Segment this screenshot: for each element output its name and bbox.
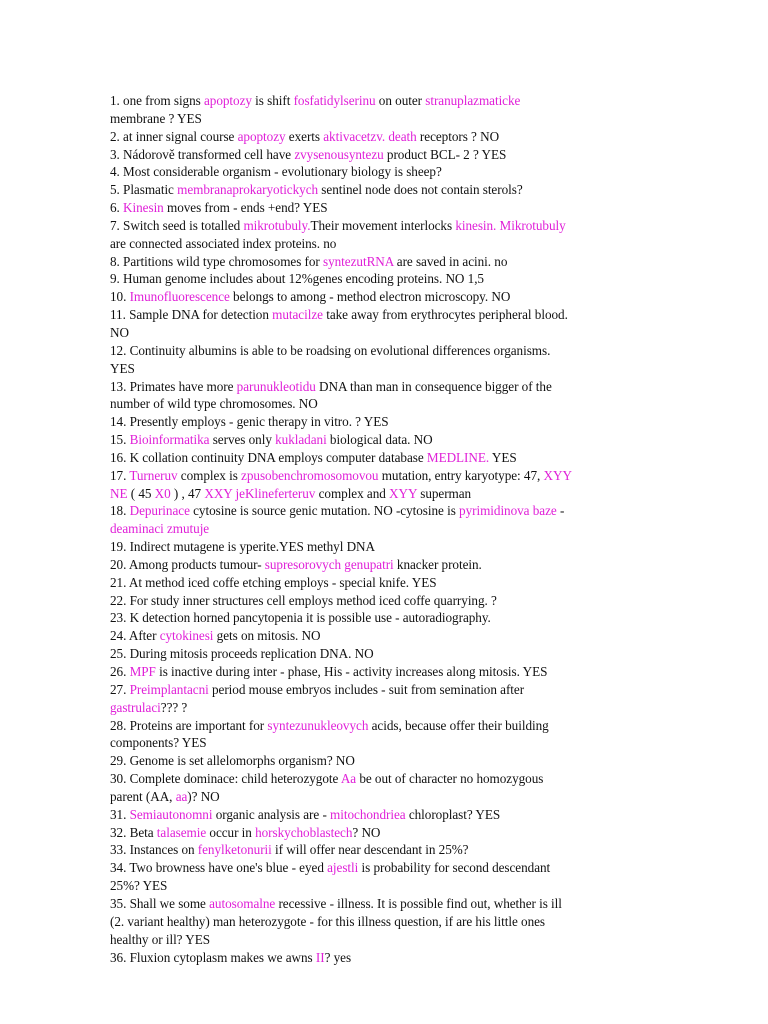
text-line <box>110 824 670 842</box>
text-line <box>110 413 670 431</box>
text-run: 24. After <box>110 628 160 644</box>
text-run: )? NO <box>187 788 220 804</box>
list-item <box>110 556 670 574</box>
text-line <box>110 663 670 681</box>
text-line <box>110 752 670 770</box>
text-run: ??? ? <box>160 699 188 715</box>
text-run: 36. Fluxion cytoplasm makes we awns <box>110 949 316 965</box>
list-item <box>110 592 670 610</box>
text-run: NO <box>110 324 129 340</box>
highlighted-term: syntezunukleovych <box>267 717 369 733</box>
text-run: knacker protein. <box>393 556 482 572</box>
text-run: 13. Primates have more <box>110 378 237 394</box>
highlighted-term: parunukleotidu <box>236 378 316 394</box>
text-line <box>110 609 670 627</box>
highlighted-term: ajestli <box>327 860 359 876</box>
text-run: membrane ? YES <box>110 110 202 126</box>
text-line <box>110 913 670 931</box>
list-item <box>110 378 670 414</box>
text-run: 26. <box>110 664 130 679</box>
list-item <box>110 806 670 824</box>
text-line <box>110 288 670 306</box>
text-run: 7. Switch seed is totalled <box>110 217 244 233</box>
text-run: 32. Beta <box>110 824 157 840</box>
list-item <box>110 146 670 164</box>
text-line <box>110 110 670 128</box>
text-run: cytosine is source genic mutation. NO -cytosine is <box>189 503 460 519</box>
text-line <box>110 467 670 485</box>
text-run: exerts <box>285 128 324 144</box>
text-run: parent (AA, <box>110 788 176 804</box>
highlighted-term: autosomalne <box>209 895 276 911</box>
text-line <box>110 859 670 877</box>
text-run: 33. Instances on <box>110 842 198 858</box>
list-item <box>110 717 670 753</box>
highlighted-term: pyrimidinova baze <box>459 503 557 519</box>
text-run: YES <box>489 449 517 465</box>
text-run: moves from - ends +end? YES <box>163 200 328 216</box>
text-line <box>110 431 670 449</box>
highlighted-term: XYY <box>389 485 417 501</box>
text-run: biological data. NO <box>326 432 433 448</box>
text-line <box>110 788 670 806</box>
highlighted-term: Depurinace <box>129 503 190 519</box>
list-item <box>110 431 670 449</box>
highlighted-term: kinesin. Mikrotubuly <box>455 217 566 233</box>
list-item <box>110 949 670 967</box>
text-run: be out of character no homozygous <box>356 771 544 787</box>
text-run: 10. <box>110 289 130 305</box>
text-line <box>110 217 670 235</box>
list-item <box>110 752 670 770</box>
text-run: if will offer near descendant in 25%? <box>271 842 469 858</box>
text-line <box>110 324 670 342</box>
text-run: 31. <box>110 806 130 822</box>
text-run: period mouse embryos includes - suit from semination after <box>208 681 525 697</box>
highlighted-term: fosfatidylserinu <box>293 93 376 108</box>
list-item <box>110 681 670 717</box>
text-run: occur in <box>206 824 256 840</box>
text-run: 15. <box>110 432 130 448</box>
text-run: 3. Nádorově transformed cell have <box>110 146 295 162</box>
highlighted-term: zpusobenchromosomovou <box>241 467 379 483</box>
highlighted-term: gastrulaci <box>110 699 161 715</box>
list-item <box>110 270 670 288</box>
text-line <box>110 949 670 967</box>
highlighted-term: kukladani <box>275 432 327 448</box>
highlighted-term: aktivacetzv. death <box>323 128 417 144</box>
text-run: complex and <box>315 485 390 501</box>
text-run: 23. K detection horned pancytopenia it is possible use - autoradiography. <box>110 610 491 626</box>
highlighted-term: apoptozy <box>203 93 252 108</box>
text-run: complex is <box>177 467 242 483</box>
text-run: (2. variant healthy) man heterozygote - for this illness question, if are his little ones <box>110 913 546 929</box>
text-line <box>110 485 670 503</box>
text-run: belongs to among - method electron microscopy. NO <box>229 289 511 305</box>
text-run: 16. K collation continuity DNA employs computer database <box>110 449 427 465</box>
text-line <box>110 253 670 271</box>
text-run: 2. at inner signal course <box>110 128 238 144</box>
text-run: 8. Partitions wild type chromosomes for <box>110 253 324 269</box>
text-line <box>110 681 670 699</box>
list-item <box>110 253 670 271</box>
highlighted-term: Imunofluorescence <box>129 289 230 305</box>
text-line <box>110 146 670 164</box>
highlighted-term: MPF <box>129 664 156 679</box>
list-item <box>110 859 670 895</box>
highlighted-term: Semiautonomni <box>129 806 213 822</box>
text-line <box>110 699 670 717</box>
text-line <box>110 645 670 663</box>
highlighted-term: MEDLINE. <box>426 449 490 465</box>
list-item <box>110 92 670 128</box>
text-run: 28. Proteins are important for <box>110 717 268 733</box>
text-run: 11. Sample DNA for detection <box>110 307 273 323</box>
text-line <box>110 181 670 199</box>
text-line <box>110 841 670 859</box>
highlighted-term: Bioinformatika <box>129 432 210 448</box>
list-item <box>110 128 670 146</box>
text-line <box>110 574 670 592</box>
text-run: 35. Shall we some <box>110 895 210 911</box>
text-run: receptors ? NO <box>416 128 500 144</box>
text-line <box>110 235 670 253</box>
text-run: - <box>556 503 565 519</box>
list-item <box>110 663 670 681</box>
text-run: 6. <box>110 200 124 216</box>
highlighted-term: mutacilze <box>272 307 323 323</box>
text-run: mutation, entry karyotype: 47, <box>378 467 544 483</box>
list-item <box>110 217 670 253</box>
text-run: is inactive during inter - phase, His - activity increases along mitosis. YES <box>155 664 548 679</box>
text-run: 19. Indirect mutagene is yperite.YES methyl DNA <box>110 539 376 555</box>
text-run: 22. For study inner structures cell employs method iced coffe quarrying. ? <box>110 592 497 608</box>
text-line <box>110 199 670 217</box>
list-item <box>110 199 670 217</box>
text-run: YES <box>110 360 135 376</box>
text-run: product BCL- 2 ? YES <box>383 146 507 162</box>
text-line <box>110 270 670 288</box>
text-line <box>110 806 670 824</box>
text-line <box>110 342 670 360</box>
list-item <box>110 574 670 592</box>
text-run: 14. Presently employs - genic therapy in vitro. ? YES <box>110 414 389 430</box>
highlighted-term: Preimplantacni <box>129 681 209 697</box>
text-run: superman <box>416 485 472 501</box>
text-run: sentinel node does not contain sterols? <box>318 182 523 198</box>
list-item <box>110 502 670 538</box>
text-run: 1. one from signs <box>110 93 204 108</box>
text-run: on outer <box>375 93 426 108</box>
highlighted-term: supresorovych genupatri <box>264 556 394 572</box>
list-item <box>110 342 670 378</box>
list-item <box>110 627 670 645</box>
list-item <box>110 449 670 467</box>
list-item <box>110 163 670 181</box>
highlighted-term: II <box>315 949 325 965</box>
text-line <box>110 520 670 538</box>
text-run: organic analysis are - <box>212 806 331 822</box>
highlighted-term: stranuplazmaticke <box>425 93 521 108</box>
text-run: ? NO <box>352 824 381 840</box>
highlighted-term: XYY <box>543 467 572 483</box>
list-item <box>110 609 670 627</box>
highlighted-term: XXY jeKlineferteruv <box>204 485 316 501</box>
text-run: are connected associated index proteins. no <box>110 235 337 251</box>
list-item <box>110 841 670 859</box>
text-line <box>110 395 670 413</box>
text-line <box>110 128 670 146</box>
highlighted-term: fenylketonurii <box>197 842 272 858</box>
text-line <box>110 895 670 913</box>
highlighted-term: Aa <box>340 771 357 787</box>
text-line <box>110 502 670 520</box>
highlighted-term: deaminaci zmutuje <box>110 521 210 537</box>
text-run: 25%? YES <box>110 878 168 894</box>
text-line <box>110 556 670 574</box>
text-line <box>110 360 670 378</box>
highlighted-term: mitochondriea <box>330 806 406 822</box>
text-line <box>110 92 670 110</box>
list-item <box>110 413 670 431</box>
text-run: are saved in acini. no <box>393 253 508 269</box>
list-item <box>110 645 670 663</box>
text-run: 5. Plasmatic <box>110 182 178 198</box>
text-run: 20. Among products tumour- <box>110 556 265 572</box>
text-run: Their movement interlocks <box>310 217 456 233</box>
text-line <box>110 627 670 645</box>
text-run: acids, because offer their building <box>368 717 549 733</box>
text-run: 4. Most considerable organism - evolutionary biology is sheep? <box>110 164 442 180</box>
text-run: gets on mitosis. NO <box>213 628 321 644</box>
text-line <box>110 538 670 556</box>
list-item <box>110 288 670 306</box>
highlighted-term: aa <box>175 788 188 804</box>
text-run: 9. Human genome includes about 12%genes encoding proteins. NO 1,5 <box>110 271 484 287</box>
text-run: 30. Complete dominace: child heterozygote <box>110 771 341 787</box>
text-run: 18. <box>110 503 130 519</box>
highlighted-term: Turneruv <box>129 467 178 483</box>
text-run: take away from erythrocytes peripheral blood. <box>322 307 568 323</box>
question-list <box>110 92 670 966</box>
text-run: 25. During mitosis proceeds replication DNA. NO <box>110 646 374 662</box>
highlighted-term: talasemie <box>156 824 207 840</box>
highlighted-term: horskychoblastech <box>255 824 353 840</box>
text-run: number of wild type chromosomes. NO <box>110 396 318 412</box>
text-run: 34. Two browness have one's blue - eyed <box>110 860 328 876</box>
highlighted-term: mikrotubuly. <box>243 217 311 233</box>
text-run: 29. Genome is set allelomorphs organism? NO <box>110 753 355 769</box>
highlighted-term: zvysenousyntezu <box>294 146 384 162</box>
text-run: is shift <box>251 93 294 108</box>
text-run: components? YES <box>110 735 207 751</box>
highlighted-term: syntezutRNA <box>323 253 394 269</box>
highlighted-term: apoptozy <box>237 128 286 144</box>
text-run: recessive - illness. It is possible find out, whether is ill <box>275 895 562 911</box>
list-item <box>110 538 670 556</box>
highlighted-term: NE <box>110 485 128 501</box>
text-run: is probability for second descendant <box>358 860 551 876</box>
list-item <box>110 824 670 842</box>
text-line <box>110 931 670 949</box>
text-run: healthy or ill? YES <box>110 931 211 947</box>
highlighted-term: membranaprokaryotickych <box>177 182 319 198</box>
text-line <box>110 163 670 181</box>
text-line <box>110 306 670 324</box>
list-item <box>110 895 670 949</box>
text-run: chloroplast? YES <box>405 806 501 822</box>
text-run: 21. At method iced coffe etching employs - special knife. YES <box>110 574 437 590</box>
text-run: DNA than man in consequence bigger of the <box>315 378 552 394</box>
text-line <box>110 592 670 610</box>
highlighted-term: X0 <box>154 485 171 501</box>
list-item <box>110 770 670 806</box>
text-line <box>110 877 670 895</box>
text-line <box>110 770 670 788</box>
highlighted-term: Kinesin <box>123 200 164 216</box>
text-line <box>110 449 670 467</box>
highlighted-term: cytokinesi <box>159 628 214 644</box>
text-run: 12. Continuity albumins is able to be roadsing on evolutional differences organisms. <box>110 342 551 358</box>
text-run: serves only <box>209 432 276 448</box>
text-line <box>110 717 670 735</box>
text-run: ? yes <box>324 949 352 965</box>
list-item <box>110 467 670 503</box>
text-run: ) , 47 <box>170 485 205 501</box>
text-line <box>110 734 670 752</box>
text-run: ( 45 <box>127 485 155 501</box>
list-item <box>110 306 670 342</box>
list-item <box>110 181 670 199</box>
text-run: 17. <box>110 467 130 483</box>
text-line <box>110 378 670 396</box>
text-run: 27. <box>110 681 130 697</box>
